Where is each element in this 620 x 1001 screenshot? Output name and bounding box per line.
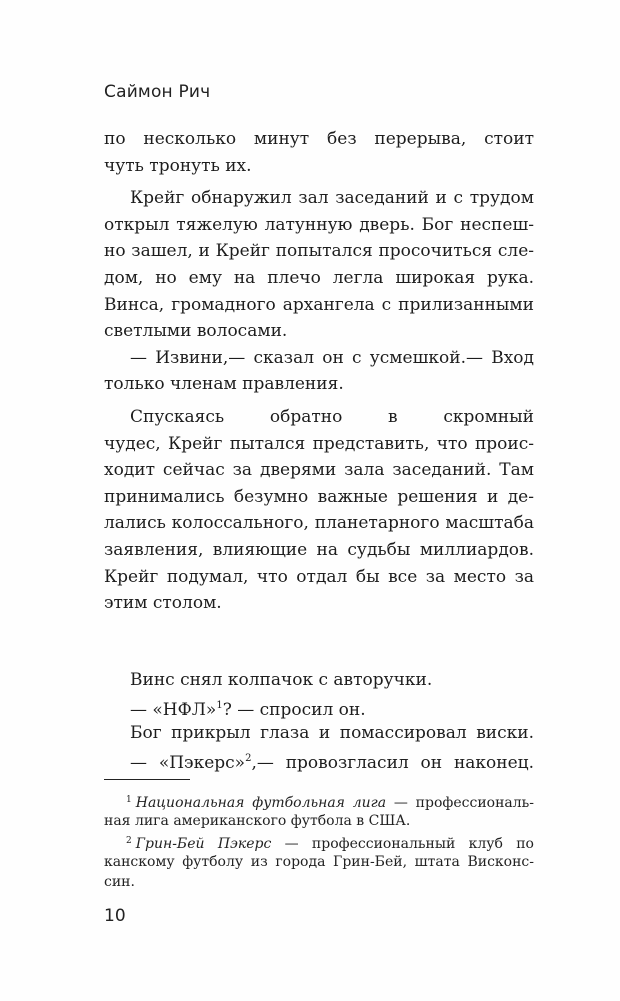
page-number: 10 — [104, 906, 126, 926]
footnote-divider — [104, 779, 190, 780]
footnote-text: ная лига американского футбола в США. — [104, 812, 411, 829]
text-line: заявления, влияющие на судьбы миллиардов. — [104, 539, 534, 560]
dialogue-line — [104, 693, 534, 720]
footnote-term: Грин-Бей Пэкерс — [135, 836, 272, 852]
text-line: Бог прикрыл глаза и помассировал виски. — [130, 722, 534, 743]
text-line: чудес, Крейг пытался представить, что проис- — [104, 433, 534, 454]
text-line: ходит сейчас за дверями зала заседаний. Там — [104, 460, 534, 481]
footnote-2 — [104, 831, 534, 852]
footnote-term: Национальная футбольная лига — [135, 795, 387, 811]
text-line: Спускаясь обратно в скромный — [130, 406, 534, 427]
footnote-ref-1: 1 — [216, 700, 223, 712]
dialogue-text: ? — спросил он. — [222, 700, 366, 720]
text-line: Винс снял колпачок с авторучки. — [130, 669, 433, 690]
text-line: открыл тяжелую латунную дверь. Бог неспеш- — [104, 214, 534, 235]
footnote-1 — [104, 790, 534, 811]
text-line: дом, но ему на плечо легла широкая рука. — [104, 267, 534, 288]
text-line: лались колоссального, планетарного масштаба — [104, 513, 534, 534]
main-text — [104, 126, 534, 773]
footnote-mark: 1 — [126, 795, 132, 805]
text-line: но зашел, и Крейг попытался просочиться сле- — [104, 241, 534, 262]
dialogue-line — [104, 746, 534, 773]
footnote-text: канскому футболу из города Грин-Бей, штата Висконс- — [104, 853, 534, 870]
dialogue-text: — «НФЛ» — [130, 700, 217, 720]
text-line: по несколько минут без перерыва, стоит — [104, 129, 534, 149]
text-line: чуть тронуть их. — [104, 155, 252, 176]
footnote-ref-2: 2 — [245, 753, 252, 765]
text-line: Винса, громадного архангела с прилизанными — [104, 294, 534, 315]
footnote-text: — профессиональный клуб по — [284, 836, 534, 852]
text-line: этим столом. — [104, 593, 222, 614]
text-line: Крейг обнаружил зал заседаний и с трудом — [130, 188, 534, 209]
footnote-text: син. — [104, 874, 135, 890]
footnote-mark: 2 — [126, 836, 132, 846]
footnote-text: — профессиональ- — [386, 795, 534, 811]
dialogue-text: ,— провозгласил он наконец. — [251, 753, 534, 774]
text-line: только членам правления. — [104, 374, 344, 395]
text-line: Крейг подумал, что отдал бы все за место за — [104, 566, 534, 587]
text-line: светлыми волосами. — [104, 321, 288, 342]
text-line: принимались безумно важные решения и де- — [104, 486, 534, 507]
dialogue-line: — Извини,— сказал он с усмешкой.— Вход — [130, 347, 534, 368]
dialogue-text: — «Пэкерс» — [130, 753, 246, 774]
footnotes — [104, 790, 534, 893]
running-head-author: Саймон Рич — [104, 82, 211, 102]
